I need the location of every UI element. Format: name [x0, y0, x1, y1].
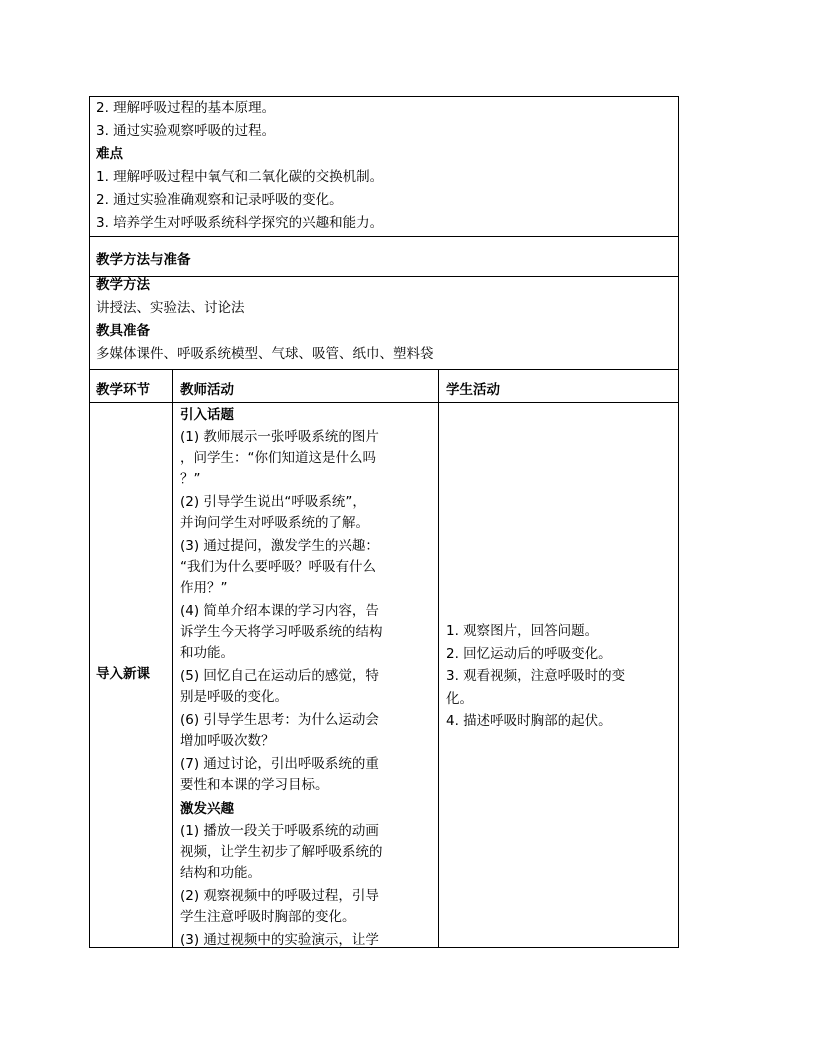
methods-heading: 教学方法 [96, 277, 150, 293]
student-activity-line: 化。 [446, 690, 473, 707]
difficulty-line: 1. 理解呼吸过程中氧气和二氧化碳的交换机制。 [96, 169, 384, 185]
teacher-activity-line: 增加呼吸次数？ [180, 733, 275, 749]
methods-text: 讲授法、实验法、讨论法 [96, 300, 245, 316]
teacher-activity-line: ？” [180, 471, 201, 487]
teacher-activity-block [180, 404, 434, 490]
teacher-activity-block [180, 798, 434, 884]
teacher-activity-line: ，问学生：“你们知道这是什么吗 [180, 450, 376, 466]
row-divider [89, 236, 679, 237]
teacher-activity-block [180, 710, 434, 752]
header-teacher-activity: 教师活动 [180, 382, 234, 398]
teacher-activity-line: (1) 教师展示一张呼吸系统的图片 [180, 429, 379, 445]
header-stage: 教学环节 [96, 382, 150, 398]
teacher-activity-line: (1) 播放一段关于呼吸系统的动画 [180, 823, 379, 839]
teacher-activity-line: 要性和本课的学习目标。 [180, 777, 329, 793]
teacher-activity-line: 作用？” [180, 580, 228, 596]
teacher-activity-block [180, 601, 434, 664]
objective-line: 3. 通过实验观察呼吸的过程。 [96, 123, 276, 139]
teacher-activity-heading: 引入话题 [180, 407, 234, 423]
teacher-activity-line: 并询问学生对呼吸系统的了解。 [180, 515, 369, 531]
teacher-activity-block [180, 930, 434, 947]
teacher-activity-line: “我们为什么要呼吸？呼吸有什么 [180, 559, 376, 575]
teacher-activity-heading: 激发兴趣 [180, 801, 234, 817]
student-activity-line: 1. 观察图片，回答问题。 [446, 623, 599, 639]
difficulty-line: 3. 培养学生对呼吸系统科学探究的兴趣和能力。 [96, 215, 384, 231]
header-student-activity: 学生活动 [446, 382, 500, 398]
teacher-activity-line: 别是呼吸的变化。 [180, 689, 288, 705]
objective-line: 2. 理解呼吸过程的基本原理。 [96, 100, 276, 116]
teacher-activity-line: (2) 观察视频中的呼吸过程，引导 [180, 888, 379, 904]
teacher-activity-line: 结构和功能。 [180, 865, 261, 881]
teacher-activity-line: 学生注意呼吸时胸部的变化。 [180, 909, 356, 925]
teacher-activity-line: 和功能。 [180, 645, 234, 661]
teacher-activity-line: 视频，让学生初步了解呼吸系统的 [180, 844, 383, 860]
teacher-activity-line: (2) 引导学生说出“呼吸系统”， [180, 494, 366, 510]
teacher-activity-line: (4) 简单介绍本课的学习内容，告 [180, 603, 379, 619]
teacher-activity-cell [180, 404, 434, 947]
student-activity-cell [446, 620, 674, 733]
student-activity-line: 3. 观看视频，注意呼吸时的变 [446, 668, 626, 684]
column-divider [438, 369, 439, 948]
teacher-activity-block [180, 666, 434, 708]
difficulties-heading: 难点 [96, 146, 123, 162]
tools-text: 多媒体课件、呼吸系统模型、气球、吸管、纸巾、塑料袋 [96, 346, 434, 362]
teacher-activity-block [180, 492, 434, 534]
teacher-activity-line: (7) 通过讨论，引出呼吸系统的重 [180, 756, 379, 772]
teacher-activity-line: (5) 回忆自己在运动后的感觉，特 [180, 668, 379, 684]
teacher-activity-line: 诉学生今天将学习呼吸系统的结构 [180, 624, 383, 640]
student-activity-line: 4. 描述呼吸时胸部的起伏。 [446, 713, 612, 729]
teacher-activity-line: (6) 引导学生思考：为什么运动会 [180, 712, 379, 728]
stage-label: 导入新课 [96, 666, 150, 682]
teacher-activity-block [180, 754, 434, 796]
difficulty-line: 2. 通过实验准确观察和记录呼吸的变化。 [96, 192, 343, 208]
row-divider [89, 369, 679, 370]
teacher-activity-line: (3) 通过视频中的实验演示，让学 [180, 932, 379, 947]
teacher-activity-block [180, 886, 434, 928]
row-divider [89, 402, 679, 403]
methods-section-title: 教学方法与准备 [96, 252, 191, 268]
teacher-activity-block [180, 536, 434, 599]
tools-heading: 教具准备 [96, 323, 150, 339]
student-activity-line: 2. 回忆运动后的呼吸变化。 [446, 645, 612, 662]
teacher-activity-line: (3) 通过提问，激发学生的兴趣： [180, 538, 379, 554]
row-divider [89, 276, 679, 277]
column-divider [172, 369, 173, 948]
